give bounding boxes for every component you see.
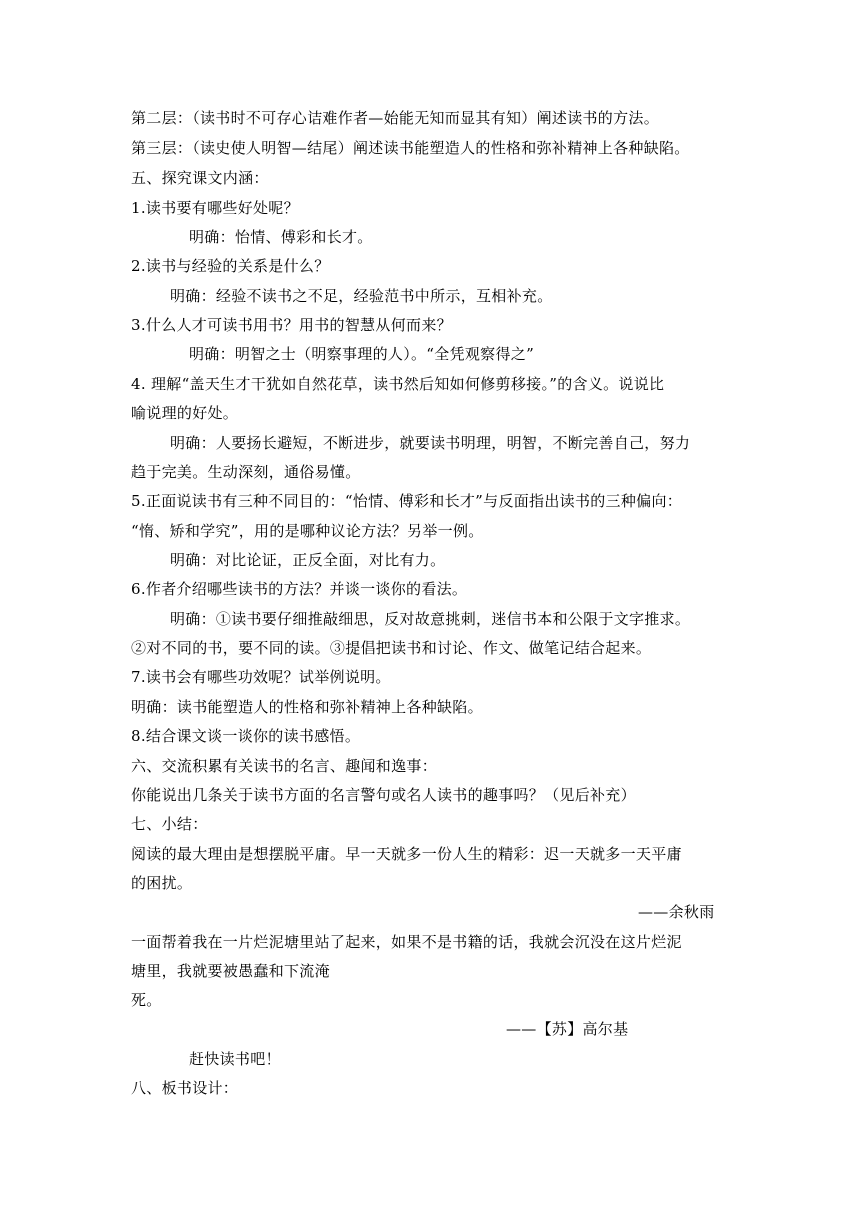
question: 2.读书与经验的关系是什么？ xyxy=(131,257,330,275)
question-continued: 喻说理的好处。 xyxy=(131,404,239,422)
section-heading: 五、探究课文内涵： xyxy=(131,169,269,187)
answer: 明确：①读书要仔细推敲细思，反对故意挑刺，迷信书本和公限于文字推求。 xyxy=(170,610,691,628)
section-heading: 六、交流积累有关读书的名言、趣闻和逸事： xyxy=(131,757,438,775)
quote-attribution: ——【苏】高尔基 xyxy=(506,1020,629,1038)
answer-continued: ②对不同的书，要不同的读。③提倡把读书和讨论、作文、做笔记结合起来。 xyxy=(131,639,652,657)
quote-line: 死。 xyxy=(131,991,162,1009)
question: 3.什么人才可读书用书？用书的智慧从何而来？ xyxy=(131,316,452,334)
text-line: 你能说出几条关于读书方面的名言警句或名人读书的趣事吗？（见后补充） xyxy=(131,786,636,804)
question: 5.正面说读书有三种不同目的：“怡情、傅彩和长才”与反面指出读书的三种偏向： xyxy=(131,492,683,510)
question: 6.作者介绍哪些读书的方法？并谈一谈你的看法。 xyxy=(131,580,468,598)
text-line: 第三层：（读史使人明智—结尾）阐述读书能塑造人的性格和弥补精神上各种缺陷。 xyxy=(131,139,690,157)
answer: 明确：读书能塑造人的性格和弥补精神上各种缺陷。 xyxy=(131,698,483,716)
answer: 明确：怡情、傅彩和长才。 xyxy=(189,228,373,246)
quote-line: 一面帮着我在一片烂泥塘里站了起来，如果不是书籍的话，我就会沉没在这片烂泥 xyxy=(131,933,682,951)
question: 4. 理解“盖天生才干犹如自然花草，读书然后知如何修剪移接。”的含义。说说比 xyxy=(131,375,665,393)
question: 7.读书会有哪些功效呢？试举例说明。 xyxy=(131,668,391,686)
text-line: 赶快读书吧！ xyxy=(189,1050,281,1068)
quote-line: 阅读的最大理由是想摆脱平庸。早一天就多一份人生的精彩：迟一天就多一天平庸 xyxy=(131,845,682,863)
answer: 明确：明智之士（明察事理的人）。“全凭观察得之” xyxy=(189,345,535,363)
question: 8.结合课文谈一谈你的读书感悟。 xyxy=(131,727,361,745)
quote-line: 塘里，我就要被愚蠢和下流淹 xyxy=(131,962,330,980)
quote-attribution: ——余秋雨 xyxy=(638,903,715,921)
question-continued: “惰、矫和学究”，用的是哪种议论方法？另举一例。 xyxy=(131,522,484,540)
question: 1.读书要有哪些好处呢？ xyxy=(131,199,299,217)
answer-continued: 趋于完美。生动深刻，通俗易懂。 xyxy=(131,463,361,481)
text-line: 第二层：（读书时不可存心诘难作者—始能无知而显其有知）阐述读书的方法。 xyxy=(131,109,660,127)
answer: 明确：人要扬长避短，不断进步，就要读书明理，明智，不断完善自己，努力 xyxy=(170,434,691,452)
quote-line: 的困扰。 xyxy=(131,874,193,892)
answer: 明确：对比论证，正反全面，对比有力。 xyxy=(170,551,446,569)
section-heading: 七、小结： xyxy=(131,815,208,833)
section-heading: 八、板书设计： xyxy=(131,1079,239,1097)
answer: 明确：经验不读书之不足，经验范书中所示，互相补充。 xyxy=(170,287,553,305)
